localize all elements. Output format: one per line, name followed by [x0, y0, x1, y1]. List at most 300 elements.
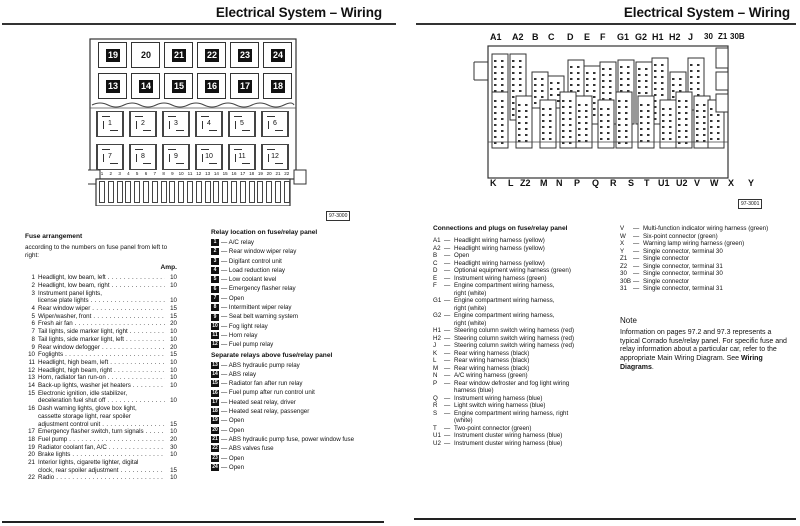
- connector-pin: [557, 94, 560, 96]
- connector-pin: [661, 76, 664, 78]
- connector-pin: [518, 116, 521, 118]
- fuse-slot-number: 17: [240, 171, 246, 176]
- fuse-amperage: 10: [170, 358, 177, 366]
- fuse-relay-panel-diagram: [88, 38, 310, 206]
- fuse-description: [38, 444, 165, 452]
- fuse-slot: [240, 181, 246, 203]
- relay-number-badge: 20: [212, 426, 218, 433]
- connection-item: [433, 425, 613, 433]
- connection-item: [620, 263, 798, 271]
- relay-number-badge: 22: [212, 445, 218, 452]
- connector-pin: [618, 106, 621, 108]
- connection-item: [433, 410, 613, 418]
- relay-slot-14: 14: [131, 73, 160, 99]
- fuse-number: 5: [31, 312, 35, 320]
- fuse-item: [25, 320, 177, 328]
- connection-dash: —: [444, 372, 451, 379]
- connection-code: [433, 417, 444, 425]
- connector-pin: [696, 110, 699, 112]
- fuse-amperage: 10: [170, 328, 177, 336]
- relay-socket-number: 9: [174, 153, 178, 160]
- connector-pin: [600, 132, 603, 134]
- fuse-amperage: 10: [170, 382, 177, 390]
- connection-description: Engine compartment wiring harness, right: [454, 409, 569, 417]
- connector-pin: [562, 136, 565, 138]
- fuse-slot: [266, 181, 272, 203]
- connector-label-top: B: [532, 32, 539, 42]
- connector-pin: [618, 118, 621, 120]
- fuse-number: 8: [31, 335, 35, 343]
- fuse-description-text: Instrument panel lights,: [38, 289, 102, 297]
- fuse-description-text: license plate lights: [38, 297, 89, 305]
- fuse-slot-number: 18: [249, 171, 255, 176]
- connector-pin: [669, 138, 672, 140]
- connection-description: Light switch wiring harness (blue): [454, 402, 546, 409]
- fuse-description-text: Electronic ignition, idle stabilizer,: [38, 389, 128, 397]
- connector-pin: [534, 84, 537, 86]
- connector-pin: [501, 106, 504, 108]
- connection-item: [433, 275, 613, 283]
- connection-code: N: [433, 372, 438, 379]
- connector-pin: [525, 128, 528, 130]
- connection-description: (white): [454, 417, 473, 424]
- fuse-item: [25, 367, 177, 375]
- connector-pin: [525, 110, 528, 112]
- connector-pin: [640, 128, 643, 130]
- connector-pin: [678, 112, 681, 114]
- connector-pin: [578, 104, 581, 106]
- relay-number-badge: 14: [212, 371, 218, 377]
- relay-item: [211, 294, 381, 303]
- connection-description: Two-point connector (green): [454, 424, 532, 432]
- fuse-description-text: Foglights: [38, 351, 64, 359]
- fuse-slot-number: 5: [135, 171, 139, 176]
- relay-number-badge: 8: [211, 304, 219, 311]
- connector-pin: [578, 134, 581, 136]
- fuse-slot-number: 10: [178, 171, 184, 176]
- fuse-description-text: Fuel pump: [38, 435, 68, 443]
- connector-pin: [501, 136, 504, 138]
- connector-pin: [697, 82, 700, 84]
- relay-number-badge: 12: [212, 341, 218, 348]
- connector-pin: [625, 124, 628, 126]
- connector-pin: [669, 114, 672, 116]
- fuse-number: [25, 413, 35, 421]
- relay-number-badge: 10: [212, 322, 218, 329]
- footer-rule: [414, 518, 796, 520]
- fuse-slot: [284, 181, 290, 203]
- fuse-item: [25, 282, 177, 290]
- fuse-item: [25, 390, 177, 398]
- connector-pin: [512, 114, 515, 116]
- connector-pin: [541, 96, 544, 98]
- connection-item: [620, 240, 798, 248]
- connector-pin: [697, 76, 700, 78]
- connector-pin: [518, 122, 521, 124]
- note-body: [620, 329, 790, 373]
- connection-dash: —: [444, 327, 451, 334]
- wiring-diagrams-reference[interactable]: Wiring Diagrams: [620, 355, 763, 371]
- connection-dash: —: [444, 312, 451, 319]
- fuse-description-text: Headlight, low beam, right: [38, 281, 110, 289]
- connector-pin: [661, 64, 664, 66]
- connector-pin: [678, 106, 681, 108]
- fuse-number: 10: [28, 351, 35, 359]
- fuse-description-text: Radiator coolant fan, A/C: [38, 443, 107, 451]
- connector-pin: [607, 114, 610, 116]
- connector-pin: [662, 108, 665, 110]
- relay-label: — Open: [221, 426, 245, 434]
- fuse-description: [38, 336, 165, 344]
- connector-pin: [494, 60, 497, 62]
- connection-code: [433, 305, 444, 313]
- relay-socket: [129, 144, 157, 170]
- connector-pin: [494, 118, 497, 120]
- connector-pin: [717, 120, 720, 122]
- fuse-description: [38, 290, 165, 298]
- relay-item: [211, 312, 381, 321]
- connection-code: X: [620, 240, 625, 247]
- relay-slot-18: 18: [263, 73, 292, 99]
- relay-number-badge: 13: [212, 361, 218, 368]
- connector-pin: [542, 138, 545, 140]
- connector-pin: [607, 126, 610, 128]
- fuse-item: [25, 428, 177, 436]
- connection-item: [620, 225, 798, 233]
- connector-pin: [710, 132, 713, 134]
- connector-pin: [549, 126, 552, 128]
- connector-label-bottom: L: [508, 178, 514, 188]
- relay-item: [211, 247, 381, 256]
- connection-code: B: [433, 252, 438, 259]
- fuse-item: [25, 474, 177, 482]
- relay-socket: [228, 111, 256, 137]
- connection-item: [433, 357, 613, 365]
- connector-pin: [662, 120, 665, 122]
- connector-pin: [519, 60, 522, 62]
- connection-code: T: [433, 424, 437, 432]
- relay-number-badge: 2: [211, 248, 219, 255]
- connector-pin: [501, 78, 504, 80]
- connector-pin: [494, 72, 497, 74]
- relay-slot-20: 20: [131, 42, 160, 68]
- fuse-slot: [249, 181, 255, 203]
- connector-panel-diagram: [470, 32, 772, 194]
- fuse-slot: [117, 181, 123, 203]
- left-page: [0, 0, 396, 526]
- relay-socket-pin: [202, 121, 203, 129]
- relay-socket-pin: [169, 154, 170, 162]
- connector-pin: [620, 78, 623, 80]
- connection-code: L: [433, 357, 437, 364]
- relay-location-section: [211, 229, 381, 472]
- relay-label: — ABS relay: [221, 370, 257, 378]
- connection-code: H2: [433, 334, 441, 342]
- connector-pin: [609, 80, 612, 82]
- connector-pin: [577, 90, 580, 92]
- fuse-amperage: 10: [170, 335, 177, 343]
- relay-socket-pin: [169, 121, 170, 129]
- fuse-amperage: 10: [170, 428, 177, 436]
- fuse-amperage: 15: [170, 466, 177, 474]
- connection-item: [433, 305, 613, 313]
- connector-pin: [717, 132, 720, 134]
- connector-pin: [541, 90, 544, 92]
- relay-item: [211, 454, 381, 463]
- fuse-arrangement-section: [25, 233, 177, 482]
- connection-item: [433, 395, 613, 403]
- single-connector: [716, 72, 728, 90]
- fuse-number: 16: [28, 405, 35, 413]
- relay-number-badge: 9: [211, 314, 219, 321]
- connector-pin: [662, 114, 665, 116]
- connector-label-top: F: [600, 32, 606, 42]
- fuse-description-text: Back-up lights, washer jet heaters: [38, 382, 131, 390]
- connector-pin: [640, 110, 643, 112]
- connection-item: [433, 260, 613, 268]
- fuse-number: 9: [31, 343, 35, 351]
- connection-code: V: [620, 225, 625, 232]
- connection-dash: —: [444, 334, 451, 342]
- connector-pin: [640, 122, 643, 124]
- connector-pin: [627, 66, 630, 68]
- connector-label-top: G1: [617, 32, 630, 42]
- fuse-description: [38, 297, 165, 305]
- relay-label: — Open: [221, 294, 245, 302]
- fuse-slot-number: 15: [222, 171, 228, 176]
- connection-item: [620, 278, 798, 286]
- connector-pin: [654, 82, 657, 84]
- fuse-number: [25, 467, 35, 475]
- relay-socket-pin: [110, 130, 118, 131]
- relay-socket-pin: [275, 130, 283, 131]
- connector-pin: [519, 66, 522, 68]
- fuse-description-text: deceleration fuel shut off: [38, 397, 106, 405]
- relay-socket-pin: [143, 163, 151, 164]
- connector-pin: [586, 72, 589, 74]
- connection-dash: —: [444, 297, 451, 304]
- connector-pin: [703, 116, 706, 118]
- connection-description: Instrument cluster wiring harness (blue): [454, 439, 563, 447]
- relay-label: — Intermittent wiper relay: [221, 304, 292, 312]
- connector-label-bottom: Q: [592, 178, 600, 188]
- connection-description: right (white): [454, 289, 487, 297]
- connection-dash: —: [444, 357, 451, 364]
- relay-item: [211, 379, 381, 388]
- relay-socket-pin: [202, 154, 203, 162]
- connector-pin: [654, 76, 657, 78]
- fuse-slot: [108, 181, 114, 203]
- connector-pin: [672, 90, 675, 92]
- fuse-description: [38, 397, 165, 405]
- fuse-amperage: 10: [170, 281, 177, 289]
- connector-label-top: J: [688, 32, 694, 42]
- connection-dash: [444, 417, 454, 425]
- connector-pin: [542, 132, 545, 134]
- connection-description: Steering column switch wiring harness (red): [454, 334, 575, 342]
- relay-socket-pin: [267, 116, 275, 117]
- connector-pin: [710, 126, 713, 128]
- connector-pin: [697, 70, 700, 72]
- fuse-item: [25, 413, 177, 421]
- connector-pin: [569, 106, 572, 108]
- relay-socket: [129, 111, 157, 137]
- connector-pin: [654, 88, 657, 90]
- connection-description: Single connector, terminal 30: [643, 270, 723, 277]
- relay-number-badge: 23: [212, 454, 218, 461]
- connector-pin: [501, 66, 504, 68]
- connector-pin: [609, 74, 612, 76]
- connection-description: Rear wiring harness (black): [454, 349, 530, 357]
- connector-label-top: H1: [652, 32, 664, 42]
- connector-pin: [679, 78, 682, 80]
- fuse-description-text: Headlight, high beam, right: [38, 366, 112, 374]
- connector-pin: [525, 134, 528, 136]
- fuse-description-text: adjustment control unit: [38, 420, 101, 428]
- connections-section-continued: [620, 225, 798, 293]
- connector-pin: [645, 80, 648, 82]
- relay-socket-pin: [201, 116, 209, 117]
- fuse-amperage: 20: [170, 435, 177, 443]
- fuse-description: [38, 467, 165, 475]
- fuse-number: 22: [28, 474, 35, 482]
- connector-pin: [501, 124, 504, 126]
- connector-pin: [647, 116, 650, 118]
- connection-item: [433, 297, 613, 305]
- relay-item: [211, 416, 381, 425]
- connector-label-bottom: P: [574, 178, 581, 188]
- fuse-amperage: 10: [170, 297, 177, 305]
- connector-label-bottom: Z2: [520, 178, 531, 188]
- connector-label-bottom: K: [490, 178, 497, 188]
- connector-pin: [578, 128, 581, 130]
- connector-pin: [717, 126, 720, 128]
- fuse-description: [38, 274, 165, 282]
- connector-label-bottom: M: [540, 178, 548, 188]
- connection-item: [433, 417, 613, 425]
- connector-pin: [690, 82, 693, 84]
- connection-code: U1: [433, 432, 441, 439]
- connector-pin: [696, 122, 699, 124]
- connection-dash: —: [633, 277, 640, 285]
- relay-section-heading: Relay location on fuse/relay panel: [211, 229, 318, 236]
- connector-pin: [625, 136, 628, 138]
- connector-pin: [519, 78, 522, 80]
- fuse-description-text: Horn, radiator fan run-on: [38, 374, 106, 382]
- relay-item: [211, 370, 381, 379]
- connector-pin: [569, 124, 572, 126]
- fuse-description: [38, 413, 165, 421]
- connector-pin: [609, 86, 612, 88]
- relay-slot-15: 15: [164, 73, 193, 99]
- relay-number-badge: 7: [211, 295, 219, 302]
- relay-label: — Low coolant level: [221, 276, 277, 284]
- connector-pin: [569, 118, 572, 120]
- relay-label: — Seat belt warning system: [221, 313, 299, 321]
- connector-pin: [562, 106, 565, 108]
- connector-pin: [647, 104, 650, 106]
- connection-code: [433, 387, 444, 395]
- relay-number-badge: 17: [212, 398, 218, 405]
- connector-pin: [593, 102, 596, 104]
- connection-description: Six-point connector (green): [643, 232, 718, 240]
- relay-socket-number: 11: [238, 153, 246, 160]
- relay-socket-number: 2: [141, 120, 145, 127]
- fuse-item: [25, 305, 177, 313]
- connector-pin: [569, 112, 572, 114]
- connector-pin: [645, 74, 648, 76]
- connector-pin: [525, 122, 528, 124]
- fuse-item: [25, 359, 177, 367]
- connector-label-top: Z1: [718, 32, 728, 41]
- connector-pin: [618, 130, 621, 132]
- connector-pin: [494, 130, 497, 132]
- connection-description: Rear wiring harness (black): [454, 364, 530, 372]
- connector-pin: [717, 114, 720, 116]
- relay-socket-pin: [168, 116, 176, 117]
- relay-socket-pin: [176, 163, 184, 164]
- connector-panel-drawing: [470, 32, 772, 194]
- connector-label-top: H2: [669, 32, 681, 42]
- connector-pin: [501, 72, 504, 74]
- fuse-slot-number: 1: [100, 171, 104, 176]
- connector-pin: [494, 66, 497, 68]
- right-page: [412, 0, 800, 526]
- connector-pin: [703, 128, 706, 130]
- connector-pin: [690, 88, 693, 90]
- connector-pin: [512, 84, 515, 86]
- connector-pin: [586, 90, 589, 92]
- relay-label: — Heated seat relay, driver: [221, 398, 296, 406]
- connection-description: Headlight wiring harness (yellow): [454, 237, 545, 244]
- fuse-slot-number: 4: [127, 171, 130, 176]
- connector-pin: [710, 108, 713, 110]
- connection-description: Open: [454, 252, 470, 259]
- connector-pin: [710, 114, 713, 116]
- fuse-number: 4: [31, 305, 35, 312]
- relay-number-badge: 18: [212, 408, 218, 415]
- connector-pin: [654, 70, 657, 72]
- connection-code: [433, 290, 444, 298]
- connector-pin: [618, 112, 621, 114]
- connector-pin: [685, 124, 688, 126]
- fuse-description: [38, 344, 165, 352]
- connection-dash: [444, 387, 454, 395]
- fuse-number: 15: [28, 389, 35, 397]
- connection-item: [433, 245, 613, 253]
- connector-pin: [534, 78, 537, 80]
- relay-item: [211, 444, 381, 453]
- connector-pin: [661, 94, 664, 96]
- fuse-slot: [222, 181, 228, 203]
- fuse-item: [25, 336, 177, 344]
- connector-pin: [562, 124, 565, 126]
- connector-pin: [512, 78, 515, 80]
- connector-pin: [703, 122, 706, 124]
- connection-code: A1: [433, 237, 441, 244]
- relay-number-badge: 6: [211, 286, 219, 293]
- relay-label: — Radiator fan after run relay: [221, 380, 303, 388]
- connector-label-bottom: N: [556, 178, 563, 188]
- relay-socket: [162, 144, 190, 170]
- relay-socket: [261, 111, 289, 137]
- fuse-slot: [161, 181, 167, 203]
- connector-pin: [512, 60, 515, 62]
- fuse-slot: [178, 181, 184, 203]
- single-connector: [716, 48, 728, 68]
- fuse-slot: [213, 181, 219, 203]
- connector-plug: [598, 100, 614, 148]
